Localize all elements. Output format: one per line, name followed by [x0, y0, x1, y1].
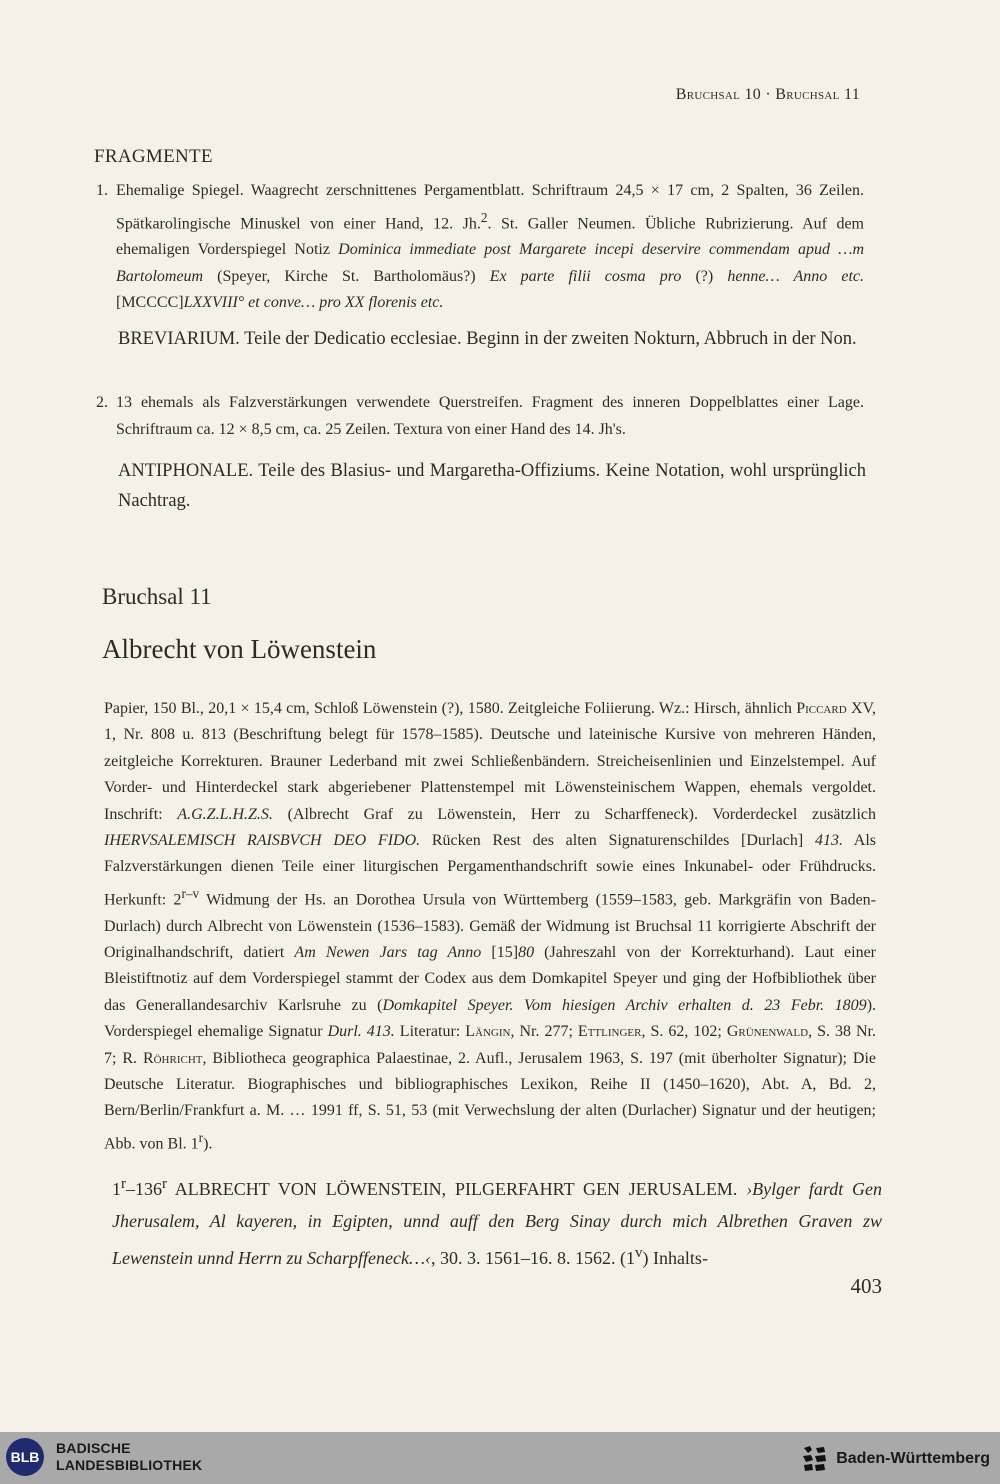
item-text: Ehemalige Spiegel. Waagrecht zerschnittenes Pergamentblatt. Schriftraum 24,5 × 17 cm, 2 Spalten, 36 Zeilen. Spätkarolingische Minuskel von einer Hand, 12. Jh.$^2$. St. Galler Neumen. Übliche Rubrizierung. Auf dem ehemaligen Vorderspiegel Notiz Dominica immediate post Margarete incepi deservire commendam apud …m Bartolomeum (Speyer, Kirche St. Bartholomäus?) Ex parte filii cosma pro (?) henne… Anno etc. [MCCCC]LXXVIII° et conve… pro XX florenis etc.	[116, 182, 865, 312]
fragment-item-1	[96, 178, 864, 317]
fragment-item-2	[96, 390, 864, 443]
page-number: 403	[850, 1274, 882, 1298]
bw-label: Baden-Württemberg	[836, 1450, 990, 1467]
fragment-content-breviarium: BREVIARIUM. Teile der Dedicatio ecclesiae. Beginn in der zweiten Nokturn, Abbruch in der Non.	[118, 329, 857, 349]
bw-brand[interactable]	[798, 1444, 990, 1474]
entry-title: Albrecht von Löwenstein	[102, 634, 377, 664]
library-name[interactable]: BADISCHE LANDESBIBLIOTHEK	[56, 1440, 203, 1473]
running-header: Bruchsal 10 · Bruchsal 11	[675, 86, 860, 103]
footer-bar	[0, 1432, 1000, 1484]
section-heading-fragmente: FRAGMENTE	[94, 146, 213, 167]
codex-description: Papier, 150 Bl., 20,1 × 15,4 cm, Schloß Löwenstein (?), 1580. Zeitgleiche Foliierung. Wz.: Hirsch, ähnlich Piccard XV, 1, Nr. 808 u. 813 (Beschriftung belegt für 1578–1585). Deutsche und lateinische Kursive von mehreren Händen, zeitgleiche Korrekturen. Brauner Lederband mit zwei Schließenbändern. Streicheisenlinien und Einzelstempel. Auf Vorder- und Hinterdeckel stark abgeriebener Plattenstempel mit Löwensteinischem Wappen, ehemals vergoldet. Inschrift: A.G.Z.L.H.Z.S. (Albrecht Graf zu Löwenstein, Herr zu Scharffeneck). Vorderdeckel zusätzlich IHERVSALEMISCH RAISBVCH DEO FIDO. Rücken Rest des alten Signaturenschildes [Durlach] 413. Als Falzverstärkungen dienen Teile einer liturgischen Pergamenthandschrift sowie eines Inkunabel- oder Frühdrucks. Herkunft: 2$^{r-v}$ Widmung der Hs. an Dorothea Ursula von Württemberg (1559–1583, geb. Markgräfin von Baden-Durlach) durch Albrecht von Löwenstein (1536–1583). Gemäß der Widmung ist Bruchsal 11 korrigierte Abschrift der Originalhandschrift, datiert Am Newen Jars tag Anno [15]80 (Jahreszahl von der Korrekturhand). Laut einer Bleistiftnotiz auf dem Vorderspiegel stammt der Codex aus dem Domkapitel Speyer und ging der Hofbibliothek über das Generallandesarchiv Karlsruhe zu (Domkapitel Speyer. Vom hiesigen Archiv erhalten d. 23 Febr. 1809). Vorderspiegel ehemalige Signatur Durl. 413. Literatur: Längin, Nr. 277; Ettlinger, S. 62, 102; Grünenwald, S. 38 Nr. 7; R. Röhricht, Bibliotheca geographica Palaestinae, 2. Aufl., Jerusalem 1963, S. 197 (mit überholter Signatur); Die Deutsche Literatur. Biographisches und bibliographisches Lexikon, Reihe II (1450–1620), Abt. A, Bd. 2, Bern/Berlin/Frankfurt a. M. … 1991 ff, S. 51, 53 (mit Verwechslung der alten (Durlacher) Signatur und der heutigen; Abb. von Bl. 1$^r$).	[104, 700, 877, 1153]
item-number: 2.	[96, 394, 108, 411]
entry-shelfmark: Bruchsal 11	[102, 584, 212, 609]
blb-logo[interactable]: BLB	[6, 1438, 44, 1476]
item-text: 13 ehemals als Falzverstärkungen verwendete Querstreifen. Fragment des inneren Doppelblattes einer Lage. Schriftraum ca. 12 × 8,5 cm, ca. 25 Zeilen. Textura von einer Hand des 14. Jh's.	[116, 394, 864, 438]
lions-crest-icon	[798, 1444, 830, 1474]
item-number: 1.	[96, 182, 108, 199]
fragment-content-antiphonale: ANTIPHONALE. Teile des Blasius- und Margaretha-Offiziums. Keine Notation, wohl ursprünglich Nachtrag.	[118, 461, 866, 511]
content-entry: 1$^r$–136$^r$ ALBRECHT VON LÖWENSTEIN, PILGERFAHRT GEN JERUSALEM. ›Bylger fardt Gen Jherusalem, Al kayeren, in Egipten, unnd auff den Berg Sinay durch mich Albrethen Graven zw Lewenstein unnd Herrn zu Scharpffeneck…‹, 30. 3. 1561–16. 8. 1562. (1$^v$) Inhalts-	[112, 1176, 882, 1268]
